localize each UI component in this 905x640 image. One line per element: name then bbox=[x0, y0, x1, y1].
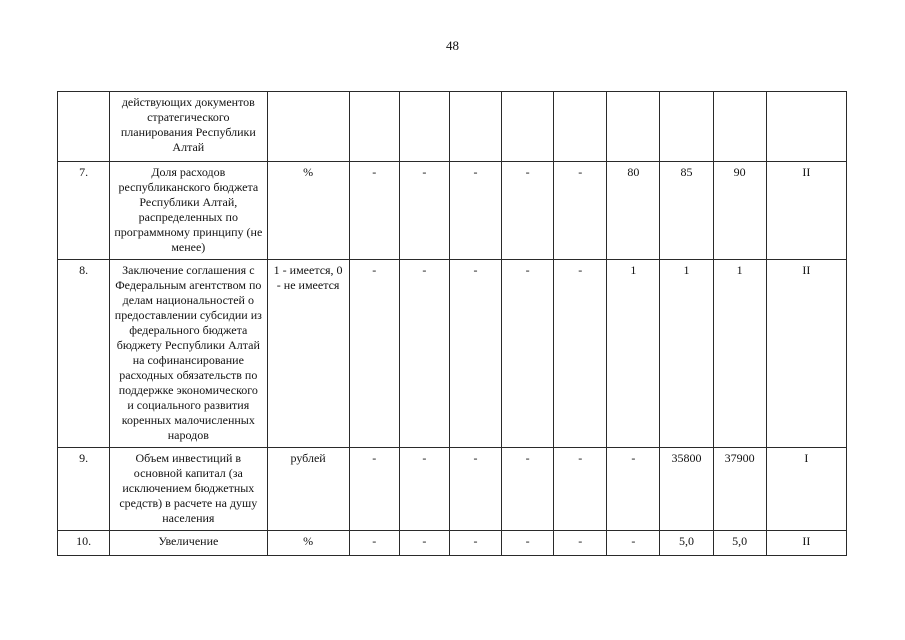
value-cell: - bbox=[554, 162, 607, 260]
page-number: 48 bbox=[446, 38, 459, 53]
row-number: 10. bbox=[58, 531, 110, 556]
value-cell bbox=[449, 92, 501, 162]
value-cell: - bbox=[449, 448, 501, 531]
category-cell: II bbox=[766, 260, 846, 448]
value-cell: 5,0 bbox=[660, 531, 713, 556]
row-number bbox=[58, 92, 110, 162]
value-cell: - bbox=[449, 260, 501, 448]
row-number: 8. bbox=[58, 260, 110, 448]
value-cell: 35800 bbox=[660, 448, 713, 531]
value-cell: - bbox=[554, 260, 607, 448]
value-cell: - bbox=[502, 260, 554, 448]
value-cell: - bbox=[607, 448, 660, 531]
table-row bbox=[58, 92, 847, 162]
value-cell: - bbox=[349, 448, 399, 531]
value-cell: - bbox=[502, 162, 554, 260]
value-cell: - bbox=[449, 531, 501, 556]
value-cell: - bbox=[502, 531, 554, 556]
value-cell bbox=[660, 92, 713, 162]
value-cell: 90 bbox=[713, 162, 766, 260]
row-number: 7. bbox=[58, 162, 110, 260]
table-row bbox=[58, 531, 847, 556]
unit-cell: % bbox=[267, 162, 349, 260]
indicator-name: Увеличение bbox=[110, 531, 267, 556]
unit-cell: 1 - имеется, 0 - не имеется bbox=[267, 260, 349, 448]
value-cell bbox=[607, 92, 660, 162]
value-cell: - bbox=[502, 448, 554, 531]
value-cell: - bbox=[399, 260, 449, 448]
value-cell: 1 bbox=[660, 260, 713, 448]
value-cell: 85 bbox=[660, 162, 713, 260]
value-cell: 1 bbox=[713, 260, 766, 448]
value-cell: - bbox=[349, 162, 399, 260]
value-cell: - bbox=[554, 448, 607, 531]
value-cell: - bbox=[399, 448, 449, 531]
value-cell bbox=[554, 92, 607, 162]
row-number: 9. bbox=[58, 448, 110, 531]
value-cell: - bbox=[449, 162, 501, 260]
value-cell: 80 bbox=[607, 162, 660, 260]
category-cell: II bbox=[766, 162, 846, 260]
indicators-table bbox=[57, 91, 847, 556]
value-cell bbox=[713, 92, 766, 162]
category-cell: II bbox=[766, 531, 846, 556]
value-cell bbox=[399, 92, 449, 162]
value-cell: - bbox=[399, 531, 449, 556]
indicator-name: Доля расходов республиканского бюджета Республики Алтай, распределенных по программному принципу (не менее) bbox=[110, 162, 267, 260]
value-cell: - bbox=[349, 531, 399, 556]
indicator-name: Заключение соглашения с Федеральным агентством по делам национальностей о предоставлении субсидии из федерального бюджета бюджету Республики Алтай на софинансирование расходных обязательств по поддержке экономического и социального развития коренных малочисленных народов bbox=[110, 260, 267, 448]
value-cell bbox=[349, 92, 399, 162]
unit-cell: % bbox=[267, 531, 349, 556]
value-cell: - bbox=[607, 531, 660, 556]
table-row bbox=[58, 260, 847, 448]
indicator-name: действующих документов стратегического планирования Республики Алтай bbox=[110, 92, 267, 162]
value-cell: - bbox=[399, 162, 449, 260]
value-cell: 5,0 bbox=[713, 531, 766, 556]
table-row bbox=[58, 162, 847, 260]
unit-cell bbox=[267, 92, 349, 162]
unit-cell: рублей bbox=[267, 448, 349, 531]
value-cell: 37900 bbox=[713, 448, 766, 531]
value-cell: - bbox=[554, 531, 607, 556]
table-row bbox=[58, 448, 847, 531]
category-cell: I bbox=[766, 448, 846, 531]
category-cell bbox=[766, 92, 846, 162]
value-cell bbox=[502, 92, 554, 162]
value-cell: 1 bbox=[607, 260, 660, 448]
indicator-name: Объем инвестиций в основной капитал (за исключением бюджетных средств) в расчете на душу населения bbox=[110, 448, 267, 531]
value-cell: - bbox=[349, 260, 399, 448]
